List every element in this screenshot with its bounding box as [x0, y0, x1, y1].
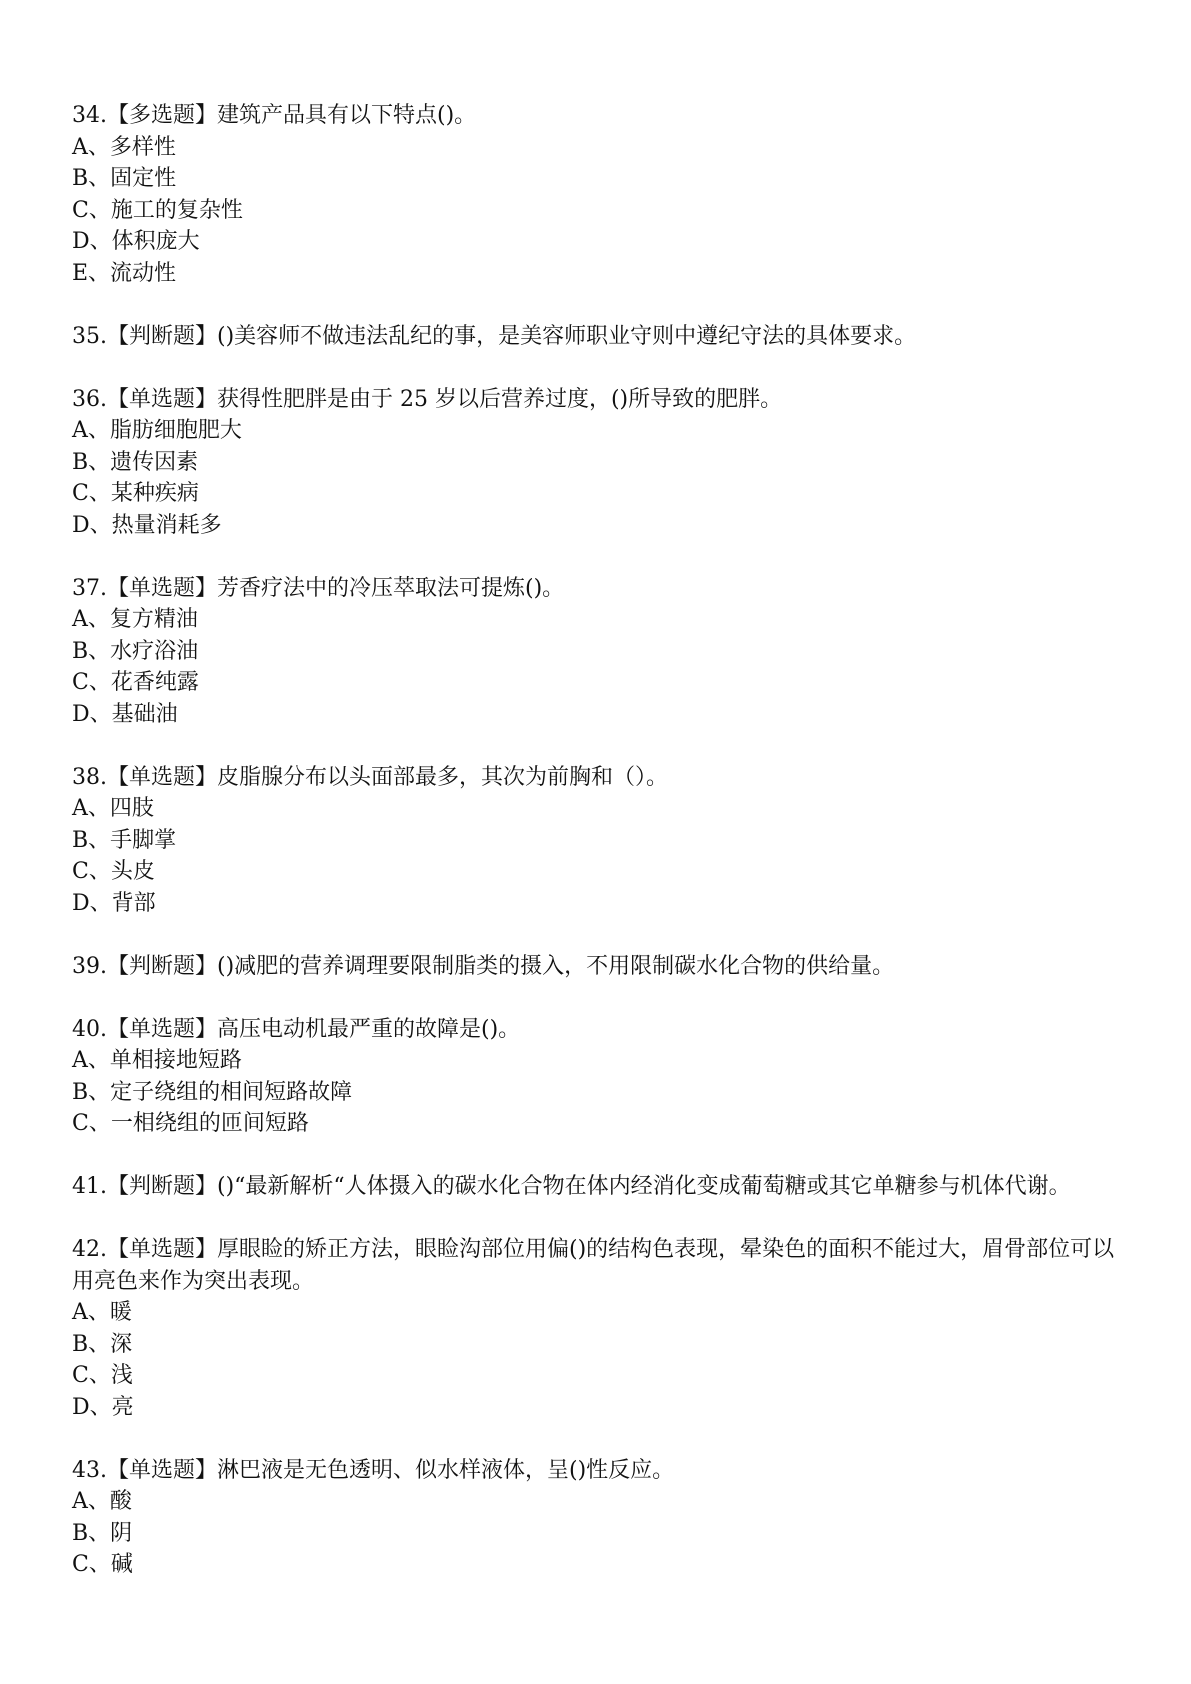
- answer-option: B、手脚掌: [72, 827, 177, 853]
- answer-option: D、背部: [72, 890, 156, 916]
- question-block: [72, 321, 1132, 353]
- question-block: [72, 100, 1132, 289]
- question-block: [72, 1171, 1132, 1203]
- answer-option: A、脂肪细胞肥大: [72, 418, 242, 443]
- question-block: [72, 951, 1132, 983]
- answer-option: B、固定性: [72, 166, 177, 191]
- question-stem: 34.【多选题】建筑产品具有以下特点()。: [72, 103, 477, 128]
- answer-option: E、流动性: [72, 260, 177, 286]
- question-stem: 36.【单选题】获得性肥胖是由于 25 岁以后营养过度，()所导致的肥胖。: [72, 386, 783, 412]
- answer-option: D、热量消耗多: [72, 512, 222, 538]
- answer-option: C、某种疾病: [72, 481, 199, 506]
- question-block: [72, 1455, 1132, 1581]
- answer-option: B、遗传因素: [72, 449, 199, 475]
- question-stem: 41.【判断题】()“最新解析“人体摄入的碳水化合物在体内经消化变成葡萄糖或其它单糖参与机体代谢。: [72, 1174, 1071, 1199]
- question-stem: 37.【单选题】芳香疗法中的冷压萃取法可提炼()。: [72, 575, 565, 601]
- answer-option: A、酸: [72, 1489, 132, 1514]
- answer-option: C、浅: [72, 1363, 133, 1388]
- answer-option: D、亮: [72, 1394, 134, 1420]
- answer-option: B、水疗浴油: [72, 638, 199, 664]
- answer-option: C、施工的复杂性: [72, 197, 243, 223]
- answer-option: C、头皮: [72, 859, 155, 884]
- question-block: [72, 573, 1132, 731]
- question-stem: 38.【单选题】皮脂腺分布以头面部最多，其次为前胸和（）。: [72, 764, 668, 790]
- answer-option: D、基础油: [72, 701, 178, 727]
- question-block: [72, 1234, 1132, 1423]
- question-block: [72, 1014, 1132, 1140]
- answer-option: C、一相绕组的匝间短路: [72, 1111, 309, 1136]
- question-stem: 42.【单选题】厚眼睑的矫正方法，眼睑沟部位用偏()的结构色表现，晕染色的面积不能过大，眉骨部位可以用亮色来作为突出表现。: [72, 1237, 1115, 1294]
- answer-option: B、阴: [72, 1520, 133, 1546]
- question-block: [72, 762, 1132, 920]
- answer-option: A、四肢: [72, 796, 154, 821]
- answer-option: D、体积庞大: [72, 229, 200, 254]
- question-stem: 39.【判断题】()减肥的营养调理要限制脂类的摄入，不用限制碳水化合物的供给量。: [72, 953, 895, 979]
- answer-option: A、暖: [72, 1300, 132, 1325]
- exam-document: [72, 100, 1132, 1612]
- answer-option: A、多样性: [72, 134, 176, 160]
- answer-option: C、花香纯露: [72, 670, 199, 695]
- question-stem: 43.【单选题】淋巴液是无色透明、似水样液体，呈()性反应。: [72, 1457, 675, 1483]
- answer-option: A、复方精油: [72, 607, 198, 632]
- answer-option: A、单相接地短路: [72, 1048, 242, 1073]
- answer-option: B、定子绕组的相间短路故障: [72, 1079, 353, 1105]
- question-block: [72, 384, 1132, 542]
- answer-option: B、深: [72, 1331, 133, 1357]
- answer-option: C、碱: [72, 1552, 133, 1577]
- question-stem: 40.【单选题】高压电动机最严重的故障是()。: [72, 1016, 521, 1042]
- question-stem: 35.【判断题】()美容师不做违法乱纪的事，是美容师职业守则中遵纪守法的具体要求。: [72, 323, 917, 349]
